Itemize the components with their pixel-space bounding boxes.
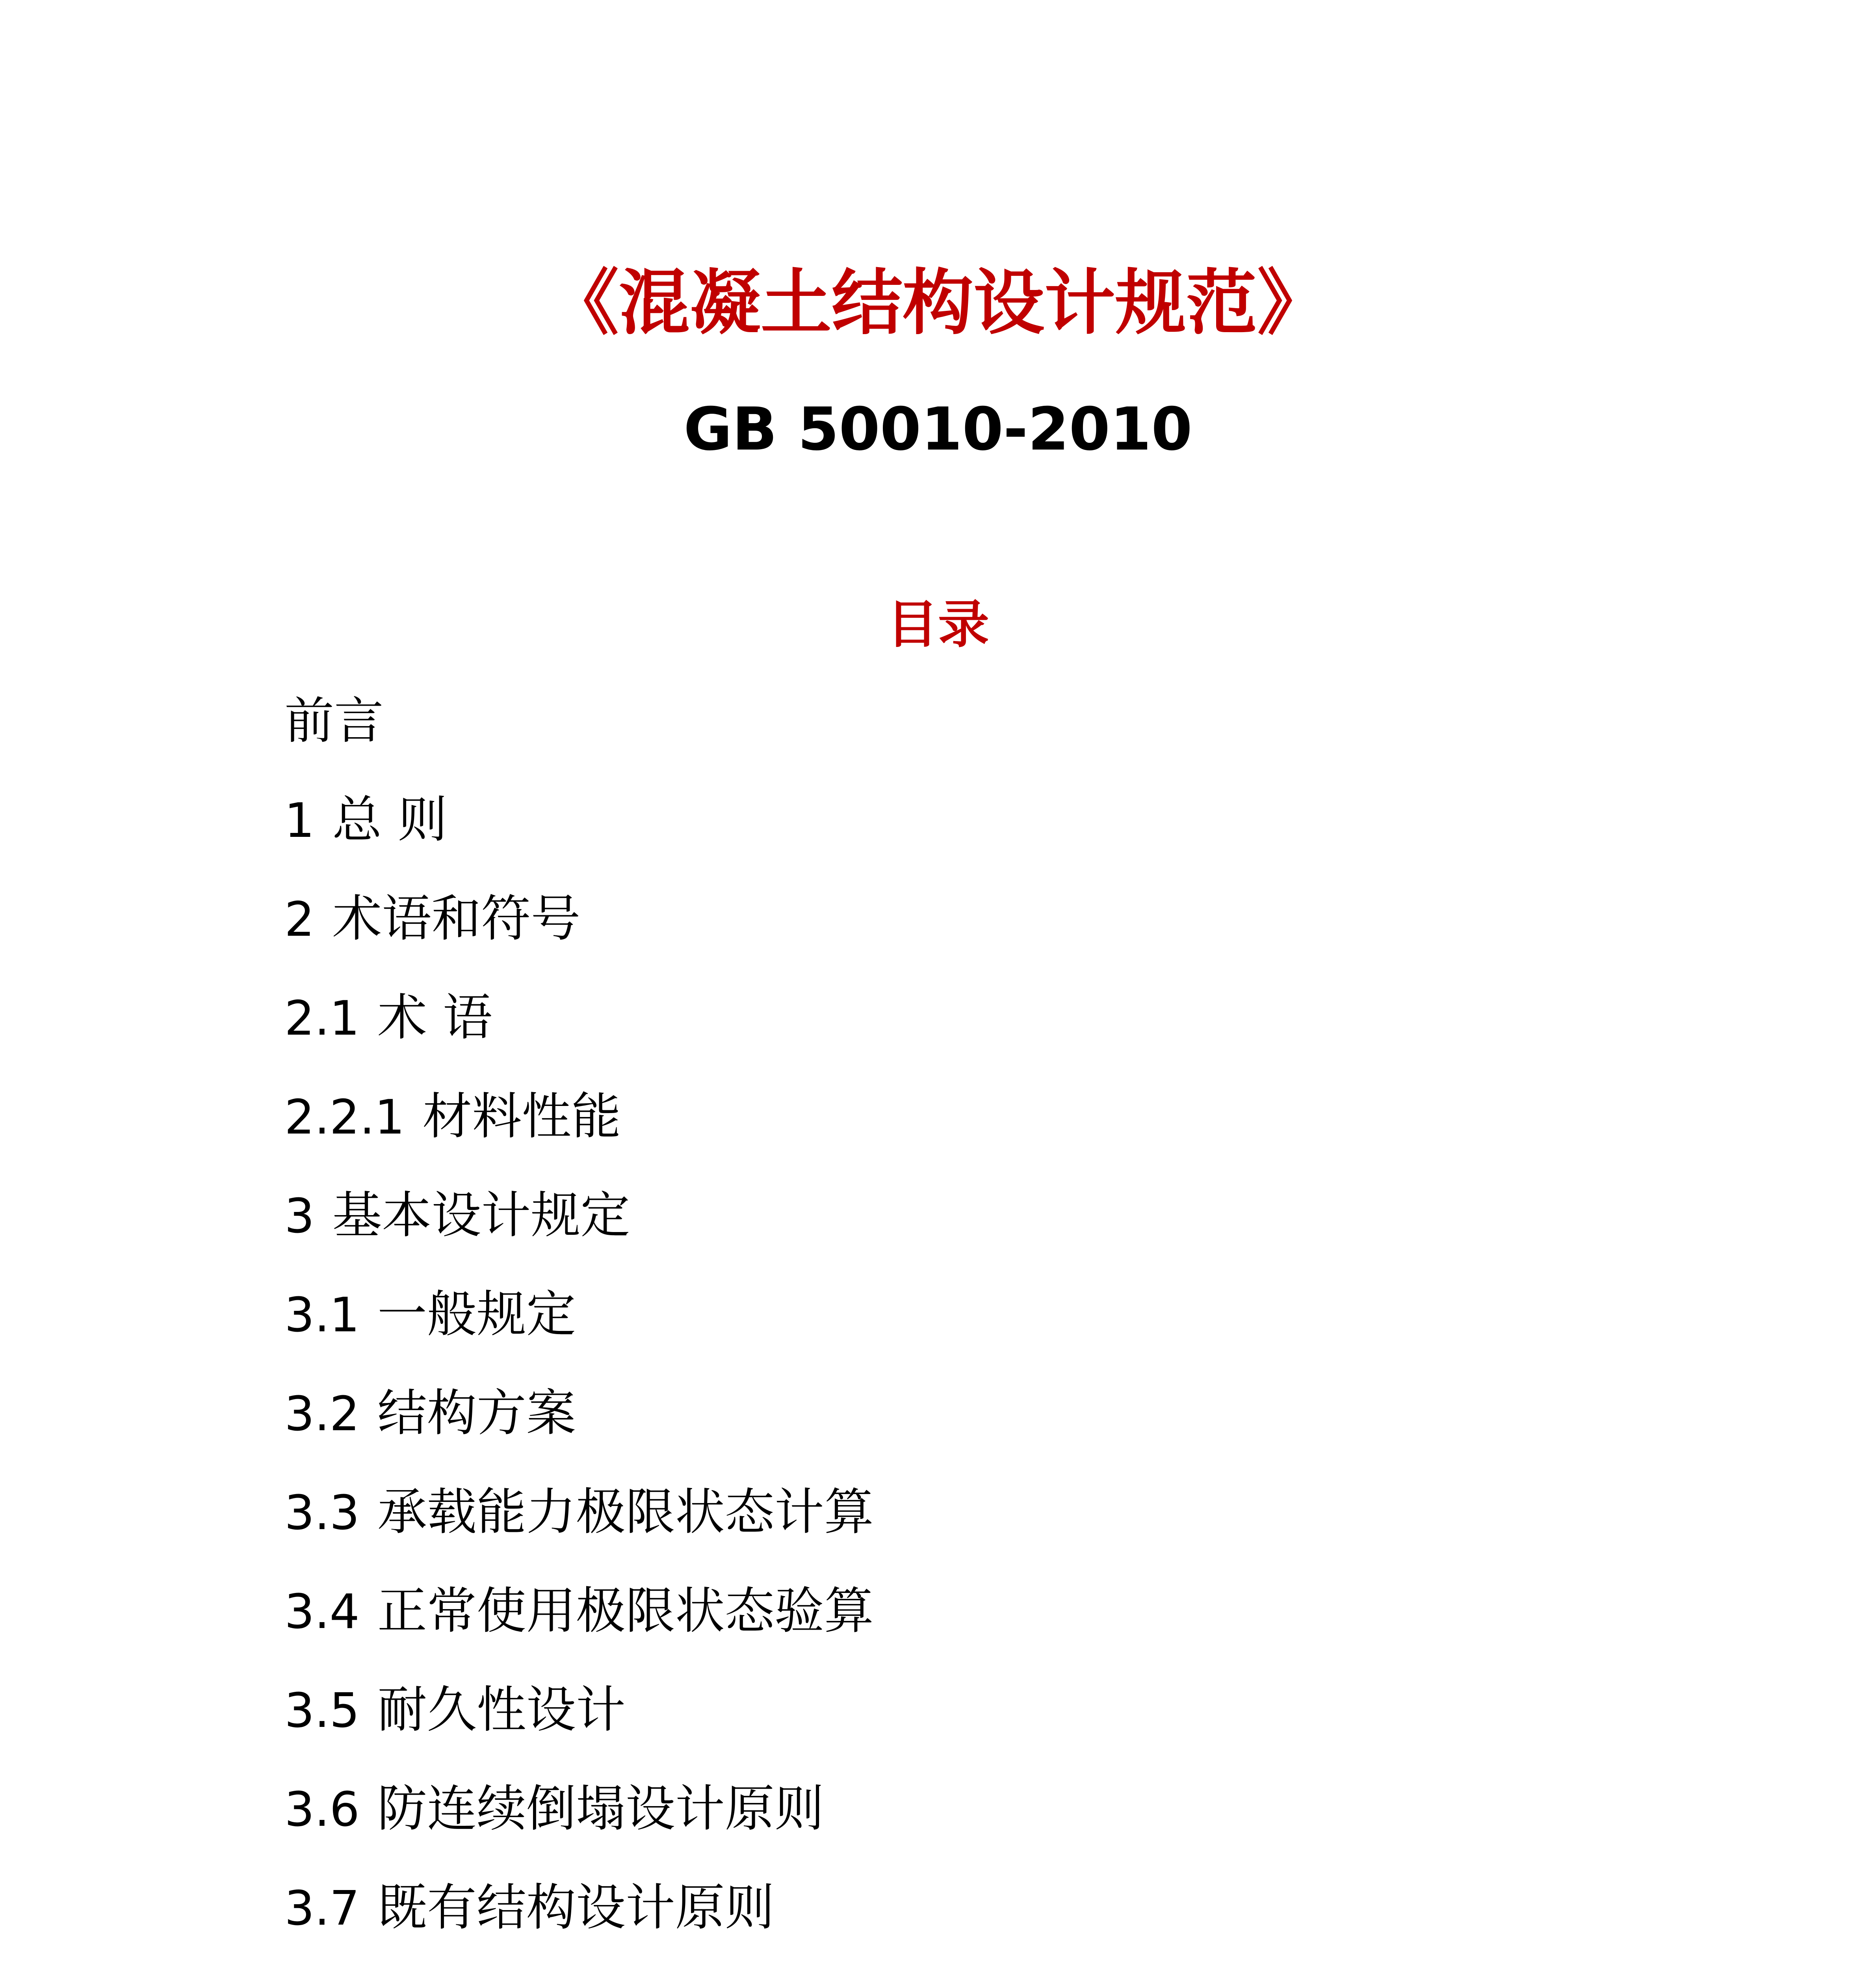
toc-item-label: 术 语 — [377, 989, 492, 1046]
toc-item-number: 1 — [284, 794, 315, 848]
table-of-contents — [284, 686, 1781, 1970]
toc-item-number: 3.7 — [284, 1881, 360, 1936]
toc-item-label: 一般规定 — [377, 1285, 576, 1343]
toc-item-3-3[interactable] — [284, 1477, 1781, 1576]
toc-item-number: 2.1 — [284, 991, 360, 1046]
toc-heading: 目录 — [886, 595, 989, 654]
toc-item-2-1[interactable] — [284, 982, 1781, 1081]
toc-item-3[interactable] — [284, 1180, 1781, 1279]
document-title: 《混凝土结构设计规范》 — [548, 262, 1328, 344]
toc-item-number: 3.4 — [284, 1585, 360, 1639]
toc-item-label: 既有结构设计原则 — [377, 1879, 775, 1937]
toc-item-2-2-1[interactable] — [284, 1081, 1781, 1180]
toc-item-3-1[interactable] — [284, 1279, 1781, 1378]
toc-item-number: 3.1 — [284, 1288, 360, 1343]
toc-item-1[interactable] — [284, 784, 1781, 883]
toc-item-number: 3 — [284, 1189, 315, 1244]
toc-item-label: 基本设计规定 — [332, 1186, 630, 1244]
toc-item-2[interactable] — [284, 883, 1781, 982]
toc-item-label: 前言 — [284, 692, 384, 750]
toc-item-number: 3.3 — [284, 1486, 360, 1541]
toc-item-number: 3.2 — [284, 1387, 360, 1442]
toc-item-label: 材料性能 — [422, 1087, 621, 1145]
toc-item-3-2[interactable] — [284, 1378, 1781, 1477]
standard-code: GB 50010-2010 — [684, 395, 1192, 464]
toc-item-number: 2 — [284, 892, 315, 947]
toc-item-label: 总 则 — [332, 791, 448, 849]
toc-item-3-7[interactable] — [284, 1872, 1781, 1970]
toc-item-3-4[interactable] — [284, 1576, 1781, 1674]
toc-item-number: 3.5 — [284, 1684, 360, 1738]
toc-item-3-5[interactable] — [284, 1674, 1781, 1773]
toc-item-label: 防连续倒塌设计原则 — [377, 1780, 824, 1838]
toc-item-label: 正常使用极限状态验算 — [377, 1582, 874, 1640]
toc-item-number: 2.2.1 — [284, 1090, 405, 1145]
toc-item-label: 耐久性设计 — [377, 1681, 626, 1739]
toc-item-label: 承载能力极限状态计算 — [377, 1483, 874, 1541]
toc-item-label: 术语和符号 — [332, 890, 581, 948]
toc-item-number: 3.6 — [284, 1782, 360, 1837]
toc-item-3-6[interactable] — [284, 1773, 1781, 1872]
toc-item-label: 结构方案 — [377, 1384, 576, 1442]
toc-item-preface[interactable] — [284, 686, 1781, 784]
